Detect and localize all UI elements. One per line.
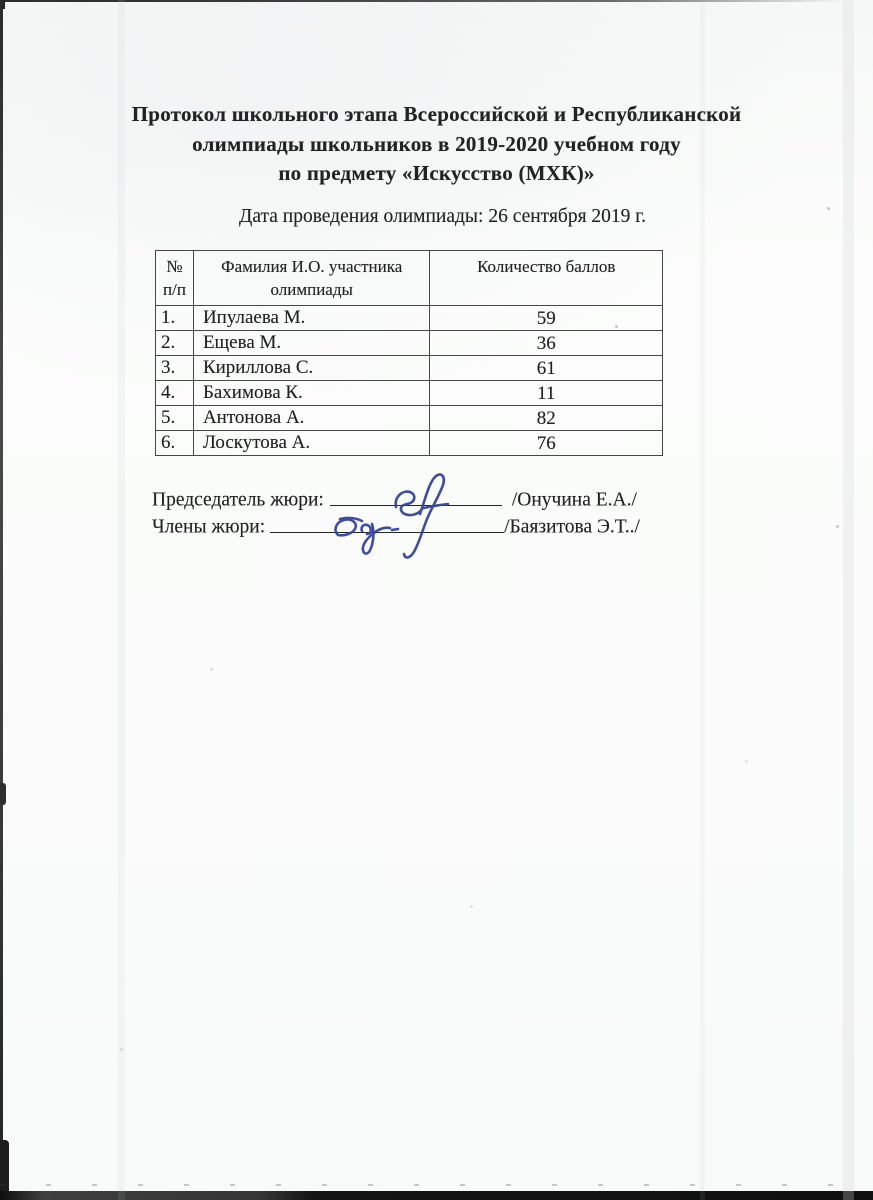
date-line: Дата проведения олимпиады: 26 сентября 2019 г. [239,206,646,227]
signature-blank-line [330,487,502,506]
cell-row-number: 1. [156,306,194,331]
cell-participant-name: Антонова А. [193,406,430,431]
signature-name: /Баязитова Э.Т../ [504,516,640,538]
score-table [155,250,663,456]
title-line-1: Протокол школьного этапа Всероссийской и Республиканской [131,102,742,126]
table-row [156,381,663,406]
signature-row-chairman [152,487,637,512]
col-header-participant-line2: олимпиады [270,280,353,299]
col-header-participant-line1: Фамилия И.О. участника [221,257,403,276]
cell-participant-name: Лоскутова А. [193,431,430,456]
scan-noise-speck [470,905,473,908]
cell-participant-name: Ещева М. [193,331,430,356]
table-row [156,331,663,356]
scan-artifact-bottom-left-corner [0,1140,9,1200]
cell-row-number: 6. [156,431,194,456]
cell-row-number: 2. [156,331,194,356]
scan-artifact-bottom-edge [0,1191,873,1200]
cell-score: 59 [430,306,663,331]
cell-score: 76 [430,431,663,456]
col-header-participant [193,251,430,306]
cell-participant-name: Ипулаева М. [193,306,430,331]
cell-participant-name: Бахимова К. [193,381,430,406]
signature-name: /Онучина Е.А./ [511,489,637,511]
table-row [156,356,663,381]
col-header-score [430,251,663,306]
table-row [156,406,663,431]
col-header-number [156,251,194,306]
scan-artifact-top-left-corner [0,0,5,9]
scan-noise-speck [745,760,748,763]
cell-row-number: 4. [156,381,194,406]
table-row [156,431,663,456]
signature-label: Члены жюри: [152,516,266,538]
col-header-number-line1: № [166,257,183,276]
scan-artifact-dash-row [0,1184,873,1186]
scan-noise-speck [836,525,839,528]
col-header-score-line1: Количество баллов [477,257,616,276]
signature-blank-line [270,514,504,533]
cell-row-number: 3. [156,356,194,381]
cell-score: 61 [430,356,663,381]
signature-label: Председатель жюри: [152,489,324,511]
document-title [0,100,873,189]
title-line-2: олимпиады школьников в 2019-2020 учебном году [192,131,681,156]
cell-score: 36 [430,331,663,356]
scan-artifact-left-notch [0,783,6,805]
signature-row-jury-member [152,514,640,539]
cell-participant-name: Кириллова С. [193,356,430,381]
col-header-number-line2: п/п [163,280,186,299]
scan-noise-speck [210,668,213,671]
title-line-3: по предмету «Искусство (МХК)» [278,161,595,185]
cell-score: 11 [430,381,663,406]
scan-artifact-top-edge [0,0,873,2]
scan-noise-speck [120,1048,123,1051]
table-header-row [156,251,663,306]
cell-row-number: 5. [156,406,194,431]
table-row [156,306,663,331]
cell-score: 82 [430,406,663,431]
